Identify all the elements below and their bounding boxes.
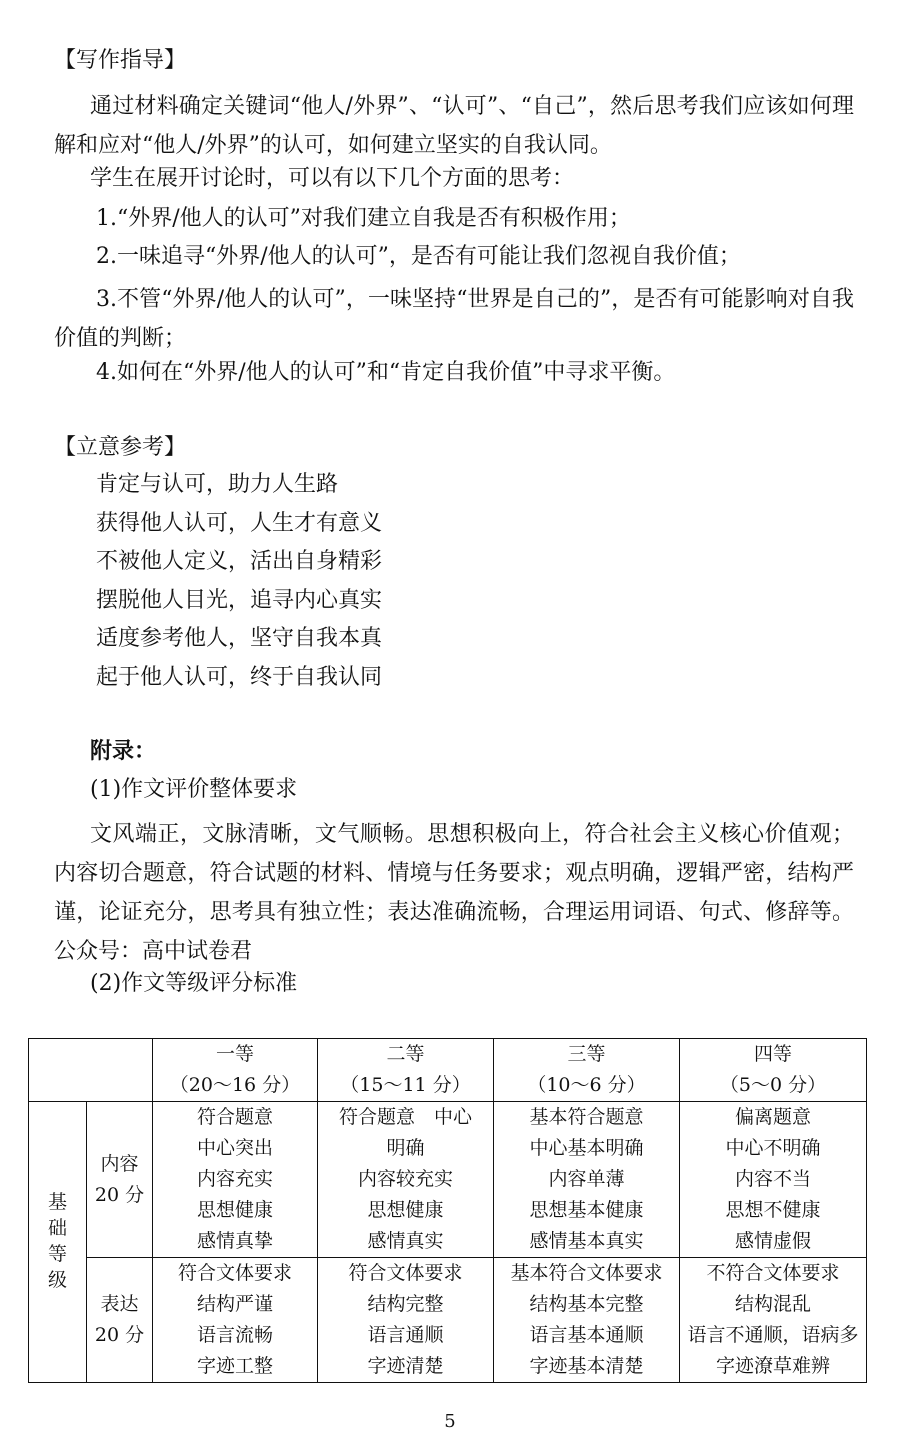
appendix-heading: 附录： [90,738,157,764]
criterion: 字迹工整 [196,1355,273,1377]
guide-item-3: 3.不管“外界/他人的认可”，一味坚持“世界是自己的”，是否有可能影响对自我价值的判断； [54,287,854,351]
idea-item: 获得他人认可，人生才有意义 [96,511,383,536]
criterion: 结构严谨 [196,1293,273,1315]
criterion: 语言基本通顺 [529,1324,644,1346]
grade-name: 三等 [567,1043,606,1065]
criterion: 内容单薄 [548,1168,625,1190]
criterion: 基本符合文体要求 [510,1262,663,1284]
table-row-content [29,1102,867,1258]
idea-item: 起于他人认可，终于自我认同 [96,665,383,690]
grade-header [494,1039,680,1102]
guide-heading: 【写作指导】 [54,48,187,73]
criterion: 结构混乱 [734,1293,811,1315]
idea-item: 肯定与认可，助力人生路 [96,472,339,497]
category-cell [29,1102,87,1383]
appendix-body: 文风端正，文脉清晰，文气顺畅。思想积极向上，符合社会主义核心价值观；内容切合题意，符合试题的材料、情境与任务要求；观点明确，逻辑严密，结构严谨，论证充分，思考具有独立性；表达准确流畅，合理运用词语、句式、修辞等。公众号：高中试卷君 [54,822,854,964]
category-label: 基础等级 [47,1190,67,1291]
criteria-cell [494,1102,680,1258]
criteria-cell [318,1258,494,1383]
grade-name: 一等 [215,1043,254,1065]
criterion: 内容不当 [734,1168,811,1190]
criterion: 思想基本健康 [529,1199,644,1221]
guide-item-2: 2.一味追寻“外界/他人的认可”，是否有可能让我们忽视自我价值； [96,244,741,269]
criterion: 感情基本真实 [529,1230,644,1252]
criteria-cell [680,1102,867,1258]
criterion: 偏离题意 [734,1106,811,1128]
criterion: 语言流畅 [196,1324,273,1346]
row-label: 内容 [100,1152,139,1175]
table-row-expression [29,1258,867,1383]
criterion: 中心基本明确 [529,1137,644,1159]
grading-table [28,1038,867,1383]
table-header-row [29,1039,867,1102]
guide-paragraph-1: 通过材料确定关键词“他人/外界”、“认可”、“自己”，然后思考我们应该如何理解和应对“他人/外界”的认可，如何建立坚实的自我认同。 [54,94,854,158]
guide-item-4: 4.如何在“外界/他人的认可”和“肯定自我价值”中寻求平衡。 [96,360,676,385]
criterion: 思想不健康 [725,1199,821,1221]
criterion: 思想健康 [367,1199,444,1221]
criterion: 不符合文体要求 [706,1262,840,1284]
grade-range: （10～6 分） [527,1074,646,1096]
criterion: 内容充实 [196,1168,273,1190]
grade-name: 四等 [753,1043,792,1065]
grade-range: （15～11 分） [340,1074,471,1096]
row-score: 20 分 [94,1183,145,1206]
criterion: 符合文体要求 [348,1262,463,1284]
guide-item-1: 1.“外界/他人的认可”对我们建立自我是否有积极作用； [96,206,631,231]
criteria-cell [494,1258,680,1383]
criterion: 明确 [386,1137,425,1159]
criterion: 符合题意 [196,1106,273,1128]
criteria-cell [153,1258,318,1383]
row-label-cell [87,1258,153,1383]
criterion: 字迹基本清楚 [529,1355,644,1377]
criterion: 符合文体要求 [177,1262,292,1284]
ideas-heading: 【立意参考】 [54,435,187,460]
criteria-cell [680,1258,867,1383]
criterion: 中心不明确 [725,1137,821,1159]
criterion: 结构完整 [367,1293,444,1315]
idea-item: 适度参考他人，坚守自我本真 [96,626,383,651]
grade-header [153,1039,318,1102]
page-number: 5 [444,1411,456,1432]
row-label: 表达 [100,1293,139,1315]
criterion: 语言通顺 [367,1324,444,1346]
criterion: 语言不通顺，语病多 [687,1324,859,1346]
criteria-cell [318,1102,494,1258]
appendix-sub-1: (1)作文评价整体要求 [90,777,298,802]
criterion: 中心突出 [196,1137,273,1159]
criterion: 感情真实 [367,1230,444,1252]
idea-item: 摆脱他人目光，追寻内心真实 [96,588,383,613]
grade-header [680,1039,867,1102]
row-label-cell [87,1102,153,1258]
criterion: 结构基本完整 [529,1293,644,1315]
idea-item: 不被他人定义，活出自身精彩 [96,549,383,574]
table-corner-cell [29,1039,153,1102]
criterion: 思想健康 [196,1199,273,1221]
row-score: 20 分 [94,1324,145,1346]
criterion: 内容较充实 [357,1168,453,1190]
criterion: 字迹清楚 [367,1355,444,1377]
grade-name: 二等 [386,1043,425,1065]
criterion: 感情虚假 [734,1230,811,1252]
criterion: 基本符合题意 [529,1106,644,1128]
grade-header [318,1039,494,1102]
grade-range: （5～0 分） [719,1074,827,1096]
criterion: 字迹潦草难辨 [715,1355,830,1377]
criteria-cell [153,1102,318,1258]
guide-paragraph-2: 学生在展开讨论时，可以有以下几个方面的思考： [90,166,575,191]
criterion: 符合题意 中心 [338,1106,472,1128]
criterion: 感情真挚 [196,1230,273,1252]
grade-range: （20～16 分） [169,1074,301,1096]
appendix-sub-2: (2)作文等级评分标准 [90,971,298,996]
